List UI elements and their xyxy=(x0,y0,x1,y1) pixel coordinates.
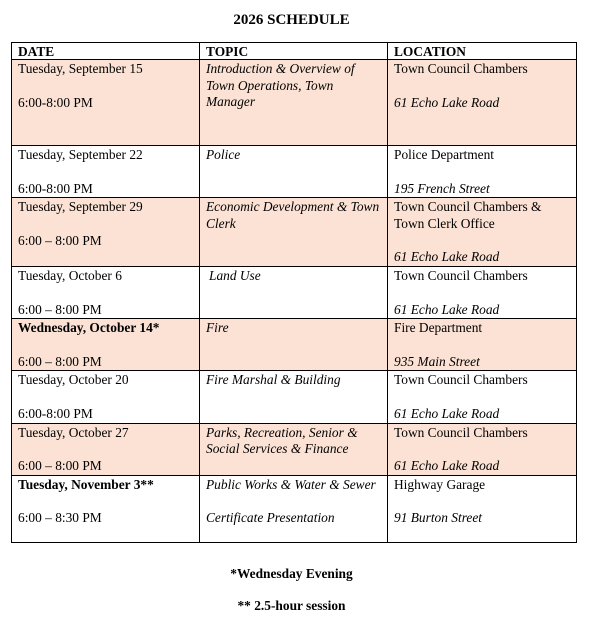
session-date: Tuesday, November 3** xyxy=(18,476,154,492)
session-time: 6:00-8:00 PM xyxy=(18,94,93,110)
date-cell xyxy=(12,475,200,542)
column-header-location: LOCATION xyxy=(388,43,577,60)
topic-cell xyxy=(200,475,388,542)
date-cell xyxy=(12,423,200,475)
table-row xyxy=(12,266,577,318)
session-topic: Public Works & Water & Sewer xyxy=(206,476,376,492)
schedule-table xyxy=(11,42,577,543)
session-date: Tuesday, October 6 xyxy=(18,267,122,283)
location-address: 61 Echo Lake Road xyxy=(394,301,500,317)
location-cell xyxy=(388,266,577,318)
table-row xyxy=(12,319,577,371)
location-name: Fire Department xyxy=(394,320,483,336)
footnote-wednesday: *Wednesday Evening xyxy=(230,566,353,581)
location-address: 61 Echo Lake Road xyxy=(394,458,500,474)
session-topic: Land Use xyxy=(209,267,261,283)
session-topic: Fire xyxy=(206,320,229,336)
location-name: Town Council Chambers xyxy=(394,61,528,76)
location-cell xyxy=(388,60,577,146)
date-cell xyxy=(12,146,200,198)
location-cell xyxy=(388,371,577,423)
table-row xyxy=(12,475,577,542)
session-time: 6:00 – 8:00 PM xyxy=(18,458,102,474)
session-date: Tuesday, September 22 xyxy=(18,147,143,162)
session-topic: Economic Development & Town Clerk xyxy=(206,199,380,231)
location-address: 195 French Street xyxy=(394,180,490,196)
location-name: Town Council Chambers & Town Clerk Office xyxy=(394,199,542,231)
table-row xyxy=(12,423,577,475)
location-name: Town Council Chambers xyxy=(394,267,528,283)
session-topic: Fire Marshal & Building xyxy=(206,372,341,388)
session-date: Tuesday, September 15 xyxy=(18,61,143,76)
location-name: Highway Garage xyxy=(394,476,486,492)
session-date: Tuesday, October 20 xyxy=(18,372,129,388)
location-cell xyxy=(388,423,577,475)
session-time: 6:00-8:00 PM xyxy=(18,180,93,196)
topic-cell xyxy=(200,146,388,198)
topic-cell xyxy=(200,423,388,475)
location-cell xyxy=(388,198,577,267)
location-name: Town Council Chambers xyxy=(394,372,528,388)
location-cell xyxy=(388,146,577,198)
location-name: Police Department xyxy=(394,147,495,162)
session-date: Tuesday, September 29 xyxy=(18,199,143,215)
session-time: 6:00 – 8:00 PM xyxy=(18,301,102,317)
session-date: Wednesday, October 14* xyxy=(18,320,160,336)
table-row xyxy=(12,146,577,198)
session-time: 6:00 – 8:30 PM xyxy=(18,510,102,526)
table-header-row xyxy=(12,43,577,60)
topic-cell xyxy=(200,371,388,423)
date-cell xyxy=(12,319,200,371)
session-topic: Parks, Recreation, Senior & Social Services & Finance xyxy=(206,424,358,457)
location-address: 61 Echo Lake Road xyxy=(394,249,500,265)
location-address: 61 Echo Lake Road xyxy=(394,94,500,110)
date-cell xyxy=(12,198,200,267)
date-cell xyxy=(12,371,200,423)
table-row xyxy=(12,60,577,146)
location-cell xyxy=(388,319,577,371)
date-cell xyxy=(12,60,200,146)
session-topic: Police xyxy=(206,147,241,162)
location-address: 935 Main Street xyxy=(394,353,480,369)
topic-cell xyxy=(200,319,388,371)
topic-cell xyxy=(200,60,388,146)
location-name: Town Council Chambers xyxy=(394,424,528,440)
table-row xyxy=(12,371,577,423)
session-time: 6:00 – 8:00 PM xyxy=(18,353,102,369)
column-header-date: DATE xyxy=(12,43,200,60)
location-address: 91 Burton Street xyxy=(394,510,483,526)
table-row xyxy=(12,198,577,267)
session-date: Tuesday, October 27 xyxy=(18,424,129,440)
topic-cell xyxy=(200,198,388,267)
session-topic: Introduction & Overview of Town Operations, Town Manager xyxy=(206,61,355,110)
column-header-topic: TOPIC xyxy=(200,43,388,60)
location-address: 61 Echo Lake Road xyxy=(394,405,500,421)
date-cell xyxy=(12,266,200,318)
footnote-session-length: ** 2.5-hour session xyxy=(237,598,346,613)
location-cell xyxy=(388,475,577,542)
topic-cell xyxy=(200,266,388,318)
session-time: 6:00-8:00 PM xyxy=(18,405,93,421)
session-time: 6:00 – 8:00 PM xyxy=(18,232,102,248)
page-title: 2026 SCHEDULE xyxy=(233,12,350,28)
session-topic-extra: Certificate Presentation xyxy=(206,510,335,526)
